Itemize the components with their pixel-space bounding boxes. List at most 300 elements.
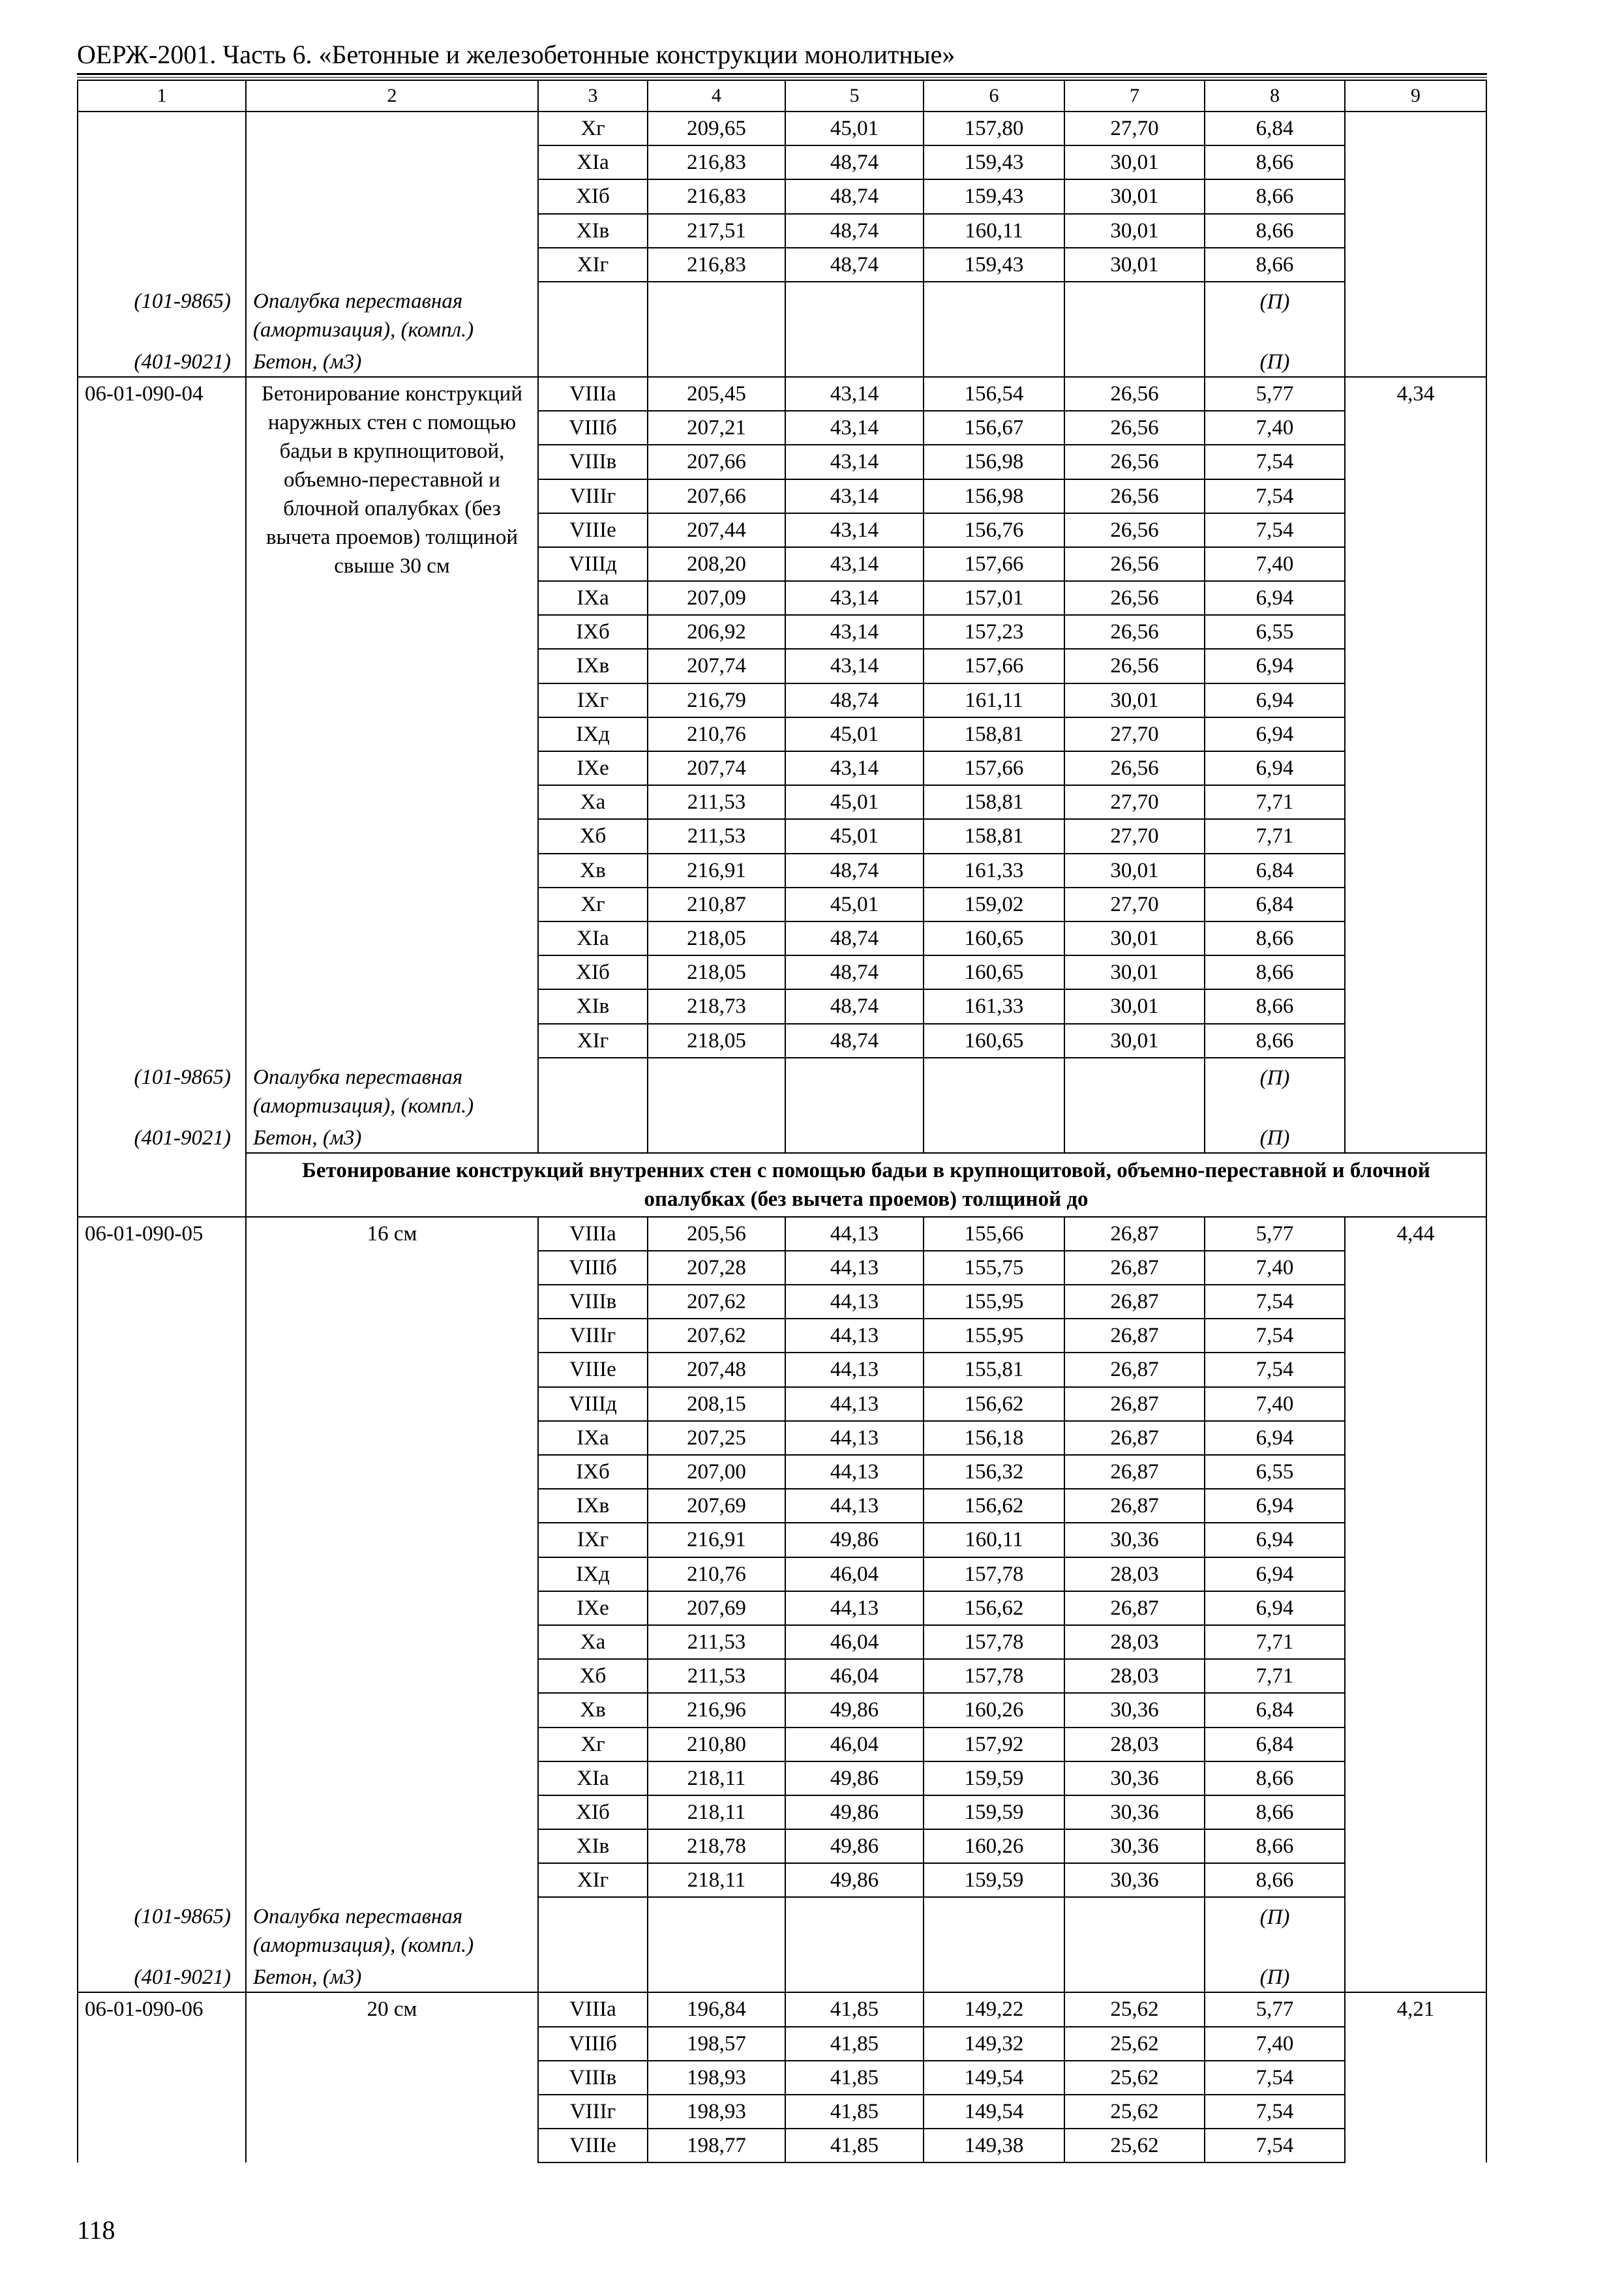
header-rule <box>77 73 1487 75</box>
cell-col-6: 156,62 <box>924 1387 1064 1421</box>
cell-col-6: 160,11 <box>924 214 1064 248</box>
cell-col-6: 156,54 <box>924 377 1064 411</box>
cell-col-5: 44,13 <box>785 1591 924 1625</box>
cell-col-6: 155,95 <box>924 1319 1064 1353</box>
empty-cell <box>924 1058 1064 1121</box>
empty-cell <box>785 282 924 345</box>
cell-col-8: 7,54 <box>1205 1353 1345 1386</box>
cell-col-6: 157,66 <box>924 649 1064 683</box>
cell-col-8: 8,66 <box>1205 179 1345 213</box>
cell-col-8: 8,66 <box>1205 1863 1345 1897</box>
cell-col-6: 155,81 <box>924 1353 1064 1386</box>
cell-col-7: 30,01 <box>1064 1024 1205 1058</box>
cell-col-6: 156,32 <box>924 1455 1064 1489</box>
cell-col-4: 207,62 <box>648 1319 785 1353</box>
cell-col-7: 28,03 <box>1064 1659 1205 1693</box>
empty-cell <box>538 282 648 345</box>
resource-name: Опалубка переставная (амортизация), (компл.) <box>246 1897 538 1960</box>
rate-code: 06-01-090-04 <box>78 377 246 1058</box>
cell-col-3: XIа <box>538 145 648 179</box>
resource-code: (101-9865) <box>78 282 246 345</box>
cell-col-8: 7,54 <box>1205 513 1345 547</box>
cell-col-8: 8,66 <box>1205 989 1345 1023</box>
cell-col-5: 48,74 <box>785 248 924 282</box>
cell-col-3: IXг <box>538 683 648 717</box>
cell-col-7: 27,70 <box>1064 819 1205 853</box>
cell-col-3: IXа <box>538 1421 648 1455</box>
cell-col-8: 6,84 <box>1205 1693 1345 1727</box>
cell-col-3: XIг <box>538 248 648 282</box>
col9-value: 4,44 <box>1345 1217 1486 1993</box>
cell-col-6: 159,59 <box>924 1795 1064 1829</box>
empty-cell <box>538 1897 648 1960</box>
resource-name: Опалубка переставная (амортизация), (компл.) <box>246 1058 538 1121</box>
cell-col-7: 30,01 <box>1064 989 1205 1023</box>
cell-col-7: 25,62 <box>1064 2095 1205 2129</box>
cell-col-6: 160,65 <box>924 1024 1064 1058</box>
resource-unit: (П) <box>1205 345 1345 377</box>
cell-col-7: 30,01 <box>1064 955 1205 989</box>
cell-col-4: 207,66 <box>648 445 785 479</box>
cell-col-8: 5,77 <box>1205 1217 1345 1251</box>
cell-col-7: 27,70 <box>1064 888 1205 921</box>
column-number: 4 <box>648 80 785 112</box>
resource-unit: (П) <box>1205 282 1345 345</box>
cell-col-4: 210,76 <box>648 1557 785 1591</box>
cell-col-8: 8,66 <box>1205 1024 1345 1058</box>
cell-col-7: 27,70 <box>1064 717 1205 751</box>
rate-row <box>78 377 1486 411</box>
empty-cell <box>785 1960 924 1992</box>
cell-col-6: 157,66 <box>924 751 1064 785</box>
section-heading-row <box>78 1153 1486 1217</box>
resource-row <box>78 282 1486 345</box>
section-heading: Бетонирование конструкций внутренних стен с помощью бадьи в крупнощитовой, объемно-переставной и блочной опалубках (без вычета проемов) толщиной до <box>246 1153 1486 1217</box>
cell-col-7: 25,62 <box>1064 2061 1205 2095</box>
empty-cell <box>1064 345 1205 377</box>
cell-col-8: 6,94 <box>1205 683 1345 717</box>
cell-col-3: IXд <box>538 1557 648 1591</box>
cell-col-4: 207,25 <box>648 1421 785 1455</box>
cell-col-8: 6,94 <box>1205 1421 1345 1455</box>
col9-value <box>1345 112 1486 377</box>
empty-cell <box>785 345 924 377</box>
cell-col-7: 26,56 <box>1064 377 1205 411</box>
cell-col-8: 8,66 <box>1205 1795 1345 1829</box>
cell-col-3: Xб <box>538 819 648 853</box>
cell-col-4: 218,05 <box>648 1024 785 1058</box>
cell-col-5: 44,13 <box>785 1387 924 1421</box>
column-number: 8 <box>1205 80 1345 112</box>
cell-col-7: 27,70 <box>1064 785 1205 819</box>
resource-code: (101-9865) <box>78 1058 246 1121</box>
cell-col-8: 7,40 <box>1205 2027 1345 2061</box>
cell-col-5: 45,01 <box>785 819 924 853</box>
cell-col-4: 209,65 <box>648 112 785 145</box>
cell-col-3: IXе <box>538 751 648 785</box>
cell-col-7: 26,56 <box>1064 581 1205 615</box>
resource-unit: (П) <box>1205 1960 1345 1992</box>
page-number: 118 <box>77 2215 115 2245</box>
cell-col-6: 161,11 <box>924 683 1064 717</box>
cell-col-8: 6,94 <box>1205 649 1345 683</box>
cell-col-8: 8,66 <box>1205 955 1345 989</box>
resource-name: Бетон, (м3) <box>246 345 538 377</box>
cell-col-5: 43,14 <box>785 649 924 683</box>
empty-cell <box>785 1121 924 1153</box>
cell-col-3: Xв <box>538 854 648 888</box>
cell-col-3: VIIIа <box>538 1992 648 2026</box>
cell-col-8: 6,94 <box>1205 751 1345 785</box>
cell-col-5: 43,14 <box>785 377 924 411</box>
empty-cell <box>1064 1960 1205 1992</box>
empty-cell <box>1064 1058 1205 1121</box>
cell-col-8: 8,66 <box>1205 1829 1345 1863</box>
cell-col-8: 7,54 <box>1205 2095 1345 2129</box>
cell-col-3: XIв <box>538 214 648 248</box>
resource-name: Бетон, (м3) <box>246 1121 538 1153</box>
cell-col-4: 208,20 <box>648 547 785 581</box>
cell-col-3: VIIIд <box>538 1387 648 1421</box>
cell-col-5: 46,04 <box>785 1557 924 1591</box>
cell-col-7: 27,70 <box>1064 112 1205 145</box>
rate-code: 06-01-090-06 <box>78 1992 246 2162</box>
cell-col-4: 210,76 <box>648 717 785 751</box>
cell-col-5: 45,01 <box>785 785 924 819</box>
resource-name: Бетон, (м3) <box>246 1960 538 1992</box>
cell-col-4: 205,56 <box>648 1217 785 1251</box>
cell-col-5: 49,86 <box>785 1693 924 1727</box>
cell-col-4: 211,53 <box>648 1659 785 1693</box>
cell-col-4: 207,74 <box>648 751 785 785</box>
cell-col-5: 49,86 <box>785 1761 924 1795</box>
cell-col-6: 158,81 <box>924 819 1064 853</box>
cell-col-7: 28,03 <box>1064 1728 1205 1761</box>
resource-row <box>78 1960 1486 1992</box>
cell-col-5: 41,85 <box>785 2027 924 2061</box>
cell-col-8: 7,54 <box>1205 1319 1345 1353</box>
cell-col-5: 44,13 <box>785 1455 924 1489</box>
cell-col-3: XIа <box>538 921 648 955</box>
resource-code: (101-9865) <box>78 1897 246 1960</box>
cell-col-7: 30,36 <box>1064 1693 1205 1727</box>
cell-col-6: 160,65 <box>924 955 1064 989</box>
empty-cell <box>924 282 1064 345</box>
cell-col-6: 158,81 <box>924 785 1064 819</box>
cell-col-3: IXе <box>538 1591 648 1625</box>
cell-col-5: 44,13 <box>785 1353 924 1386</box>
empty-cell <box>1064 1897 1205 1960</box>
column-number: 6 <box>924 80 1064 112</box>
cell-col-5: 48,74 <box>785 145 924 179</box>
cell-col-6: 149,38 <box>924 2129 1064 2162</box>
empty-cell <box>648 1121 785 1153</box>
cell-col-8: 7,71 <box>1205 785 1345 819</box>
cell-col-3: IXб <box>538 615 648 649</box>
cell-col-8: 7,54 <box>1205 479 1345 513</box>
cell-col-3: IXв <box>538 1489 648 1523</box>
cell-col-7: 30,01 <box>1064 248 1205 282</box>
empty-cell <box>78 1153 246 1217</box>
cell-col-7: 25,62 <box>1064 2129 1205 2162</box>
cell-col-5: 41,85 <box>785 2129 924 2162</box>
cell-col-7: 26,87 <box>1064 1421 1205 1455</box>
cell-col-3: VIIIг <box>538 479 648 513</box>
cell-col-4: 211,53 <box>648 785 785 819</box>
cell-col-5: 43,14 <box>785 445 924 479</box>
cell-col-4: 216,91 <box>648 854 785 888</box>
cell-col-7: 30,36 <box>1064 1795 1205 1829</box>
cell-col-6: 156,98 <box>924 479 1064 513</box>
empty-cell <box>538 1121 648 1153</box>
cell-col-3: IXв <box>538 649 648 683</box>
cell-col-3: VIIIг <box>538 1319 648 1353</box>
cell-col-3: VIIIа <box>538 1217 648 1251</box>
cell-col-4: 198,57 <box>648 2027 785 2061</box>
cell-col-5: 43,14 <box>785 615 924 649</box>
cell-col-5: 41,85 <box>785 2061 924 2095</box>
empty-cell <box>648 1960 785 1992</box>
cell-col-7: 26,56 <box>1064 649 1205 683</box>
cell-col-8: 7,40 <box>1205 1387 1345 1421</box>
cell-col-3: VIIIе <box>538 513 648 547</box>
cell-col-4: 218,11 <box>648 1761 785 1795</box>
cell-col-5: 48,74 <box>785 179 924 213</box>
cell-col-3: VIIIе <box>538 1353 648 1386</box>
column-number: 3 <box>538 80 648 112</box>
cell-col-6: 157,66 <box>924 547 1064 581</box>
cell-col-5: 49,86 <box>785 1863 924 1897</box>
resource-code: (401-9021) <box>78 1121 246 1153</box>
cell-col-6: 159,43 <box>924 145 1064 179</box>
cell-col-6: 159,59 <box>924 1761 1064 1795</box>
cell-col-7: 28,03 <box>1064 1625 1205 1659</box>
column-number: 7 <box>1064 80 1205 112</box>
cell-col-4: 207,00 <box>648 1455 785 1489</box>
cell-col-8: 5,77 <box>1205 1992 1345 2026</box>
cell-col-3: VIIIв <box>538 445 648 479</box>
cell-col-7: 26,87 <box>1064 1387 1205 1421</box>
cell-col-5: 43,14 <box>785 547 924 581</box>
cell-col-5: 44,13 <box>785 1251 924 1285</box>
cell-col-3: Xв <box>538 1693 648 1727</box>
cell-col-8: 7,54 <box>1205 2061 1345 2095</box>
cell-col-8: 8,66 <box>1205 1761 1345 1795</box>
cell-col-3: Xа <box>538 1625 648 1659</box>
cell-col-8: 7,40 <box>1205 411 1345 445</box>
cell-col-6: 156,67 <box>924 411 1064 445</box>
column-number: 9 <box>1345 80 1486 112</box>
cell-col-7: 26,56 <box>1064 547 1205 581</box>
cell-col-6: 159,59 <box>924 1863 1064 1897</box>
cell-col-7: 30,01 <box>1064 214 1205 248</box>
cell-col-7: 26,87 <box>1064 1591 1205 1625</box>
cell-col-8: 6,84 <box>1205 888 1345 921</box>
cell-col-5: 43,14 <box>785 581 924 615</box>
cell-col-4: 216,83 <box>648 248 785 282</box>
cell-col-8: 8,66 <box>1205 214 1345 248</box>
cell-col-4: 216,83 <box>648 145 785 179</box>
cell-col-6: 149,22 <box>924 1992 1064 2026</box>
cell-col-7: 26,56 <box>1064 513 1205 547</box>
cell-col-6: 149,54 <box>924 2095 1064 2129</box>
cell-col-5: 41,85 <box>785 2095 924 2129</box>
cell-col-8: 6,84 <box>1205 854 1345 888</box>
cell-col-5: 48,74 <box>785 955 924 989</box>
cell-col-7: 26,87 <box>1064 1217 1205 1251</box>
cell-col-5: 44,13 <box>785 1285 924 1319</box>
cell-col-6: 155,95 <box>924 1285 1064 1319</box>
cell-col-8: 6,94 <box>1205 1591 1345 1625</box>
cell-col-3: Xг <box>538 112 648 145</box>
cell-col-4: 205,45 <box>648 377 785 411</box>
rate-description: 16 см <box>246 1217 538 1898</box>
cell-col-4: 198,77 <box>648 2129 785 2162</box>
cell-col-5: 46,04 <box>785 1728 924 1761</box>
cell-col-6: 158,81 <box>924 717 1064 751</box>
cell-col-8: 6,94 <box>1205 1489 1345 1523</box>
empty-cell <box>1064 1121 1205 1153</box>
cell-col-7: 30,36 <box>1064 1761 1205 1795</box>
cell-col-8: 7,40 <box>1205 547 1345 581</box>
cell-col-7: 28,03 <box>1064 1557 1205 1591</box>
empty-cell <box>648 1897 785 1960</box>
empty-cell <box>785 1058 924 1121</box>
cell-col-5: 48,74 <box>785 854 924 888</box>
cell-col-7: 26,87 <box>1064 1285 1205 1319</box>
cell-col-4: 218,05 <box>648 921 785 955</box>
cell-col-4: 207,44 <box>648 513 785 547</box>
cell-col-5: 44,13 <box>785 1421 924 1455</box>
cell-col-8: 6,84 <box>1205 112 1345 145</box>
cell-col-8: 7,54 <box>1205 2129 1345 2162</box>
column-number: 5 <box>785 80 924 112</box>
cell-col-6: 155,66 <box>924 1217 1064 1251</box>
cell-col-8: 7,54 <box>1205 445 1345 479</box>
cell-col-3: XIв <box>538 1829 648 1863</box>
cell-col-6: 156,62 <box>924 1591 1064 1625</box>
cell-col-7: 26,56 <box>1064 615 1205 649</box>
cell-col-4: 207,69 <box>648 1489 785 1523</box>
cell-col-4: 216,83 <box>648 179 785 213</box>
cell-col-3: VIIIб <box>538 2027 648 2061</box>
cell-col-3: VIIIб <box>538 411 648 445</box>
cell-col-5: 41,85 <box>785 1992 924 2026</box>
cell-col-4: 207,74 <box>648 649 785 683</box>
cell-col-4: 210,87 <box>648 888 785 921</box>
cell-col-6: 156,98 <box>924 445 1064 479</box>
cell-col-5: 44,13 <box>785 1319 924 1353</box>
cell-col-6: 156,76 <box>924 513 1064 547</box>
cell-col-5: 45,01 <box>785 888 924 921</box>
cell-col-5: 48,74 <box>785 921 924 955</box>
rate-row <box>78 1217 1486 1251</box>
rate-code: 06-01-090-05 <box>78 1217 246 1898</box>
cell-col-4: 208,15 <box>648 1387 785 1421</box>
cell-col-6: 156,62 <box>924 1489 1064 1523</box>
page-header: ОЕРЖ-2001. Часть 6. «Бетонные и железобетонные конструкции монолитные» <box>77 40 955 69</box>
cell-col-7: 26,87 <box>1064 1251 1205 1285</box>
cell-col-4: 210,80 <box>648 1728 785 1761</box>
cell-col-6: 157,23 <box>924 615 1064 649</box>
cell-col-6: 159,43 <box>924 179 1064 213</box>
cell-col-8: 6,94 <box>1205 1523 1345 1557</box>
empty-cell <box>648 282 785 345</box>
cell-col-5: 48,74 <box>785 214 924 248</box>
cell-col-4: 216,79 <box>648 683 785 717</box>
cell-col-7: 30,36 <box>1064 1523 1205 1557</box>
cell-col-6: 160,26 <box>924 1693 1064 1727</box>
resource-row <box>78 1121 1486 1153</box>
cell-col-7: 26,87 <box>1064 1353 1205 1386</box>
cell-col-5: 45,01 <box>785 717 924 751</box>
cell-col-4: 218,11 <box>648 1863 785 1897</box>
cell-col-3: IXб <box>538 1455 648 1489</box>
rate-code <box>78 112 246 282</box>
cell-col-4: 207,09 <box>648 581 785 615</box>
cell-col-3: IXг <box>538 1523 648 1557</box>
cell-col-3: VIIIе <box>538 2129 648 2162</box>
cell-col-3: XIб <box>538 179 648 213</box>
rate-row <box>78 1992 1486 2026</box>
empty-cell <box>924 345 1064 377</box>
cell-col-6: 157,78 <box>924 1557 1064 1591</box>
cell-col-6: 160,65 <box>924 921 1064 955</box>
cell-col-6: 157,01 <box>924 581 1064 615</box>
cell-col-6: 159,43 <box>924 248 1064 282</box>
cell-col-6: 149,54 <box>924 2061 1064 2095</box>
col9-value: 4,34 <box>1345 377 1486 1153</box>
empty-cell <box>924 1897 1064 1960</box>
cell-col-3: Xг <box>538 888 648 921</box>
cell-col-8: 6,94 <box>1205 581 1345 615</box>
cell-col-4: 207,48 <box>648 1353 785 1386</box>
cell-col-7: 25,62 <box>1064 2027 1205 2061</box>
resource-code: (401-9021) <box>78 1960 246 1992</box>
cell-col-3: XIб <box>538 955 648 989</box>
cell-col-7: 26,56 <box>1064 751 1205 785</box>
cell-col-4: 196,84 <box>648 1992 785 2026</box>
cell-col-6: 157,80 <box>924 112 1064 145</box>
cell-col-4: 207,21 <box>648 411 785 445</box>
empty-cell <box>785 1897 924 1960</box>
cell-col-3: XIа <box>538 1761 648 1795</box>
cell-col-7: 26,87 <box>1064 1319 1205 1353</box>
cell-col-4: 198,93 <box>648 2061 785 2095</box>
cell-col-7: 30,01 <box>1064 921 1205 955</box>
cell-col-3: IXд <box>538 717 648 751</box>
cell-col-4: 218,73 <box>648 989 785 1023</box>
cell-col-8: 8,66 <box>1205 921 1345 955</box>
cell-col-7: 26,87 <box>1064 1489 1205 1523</box>
cell-col-6: 159,02 <box>924 888 1064 921</box>
empty-cell <box>924 1960 1064 1992</box>
cell-col-8: 8,66 <box>1205 248 1345 282</box>
cell-col-4: 211,53 <box>648 1625 785 1659</box>
cell-col-4: 207,62 <box>648 1285 785 1319</box>
cell-col-3: Xб <box>538 1659 648 1693</box>
resource-unit: (П) <box>1205 1058 1345 1121</box>
cell-col-5: 49,86 <box>785 1795 924 1829</box>
cell-col-4: 207,66 <box>648 479 785 513</box>
cell-col-7: 30,01 <box>1064 683 1205 717</box>
rate-description: 20 см <box>246 1992 538 2162</box>
cell-col-5: 49,86 <box>785 1829 924 1863</box>
header-rule-thin <box>77 77 1487 78</box>
cell-col-6: 161,33 <box>924 989 1064 1023</box>
cell-col-8: 7,71 <box>1205 819 1345 853</box>
cell-col-7: 26,56 <box>1064 479 1205 513</box>
